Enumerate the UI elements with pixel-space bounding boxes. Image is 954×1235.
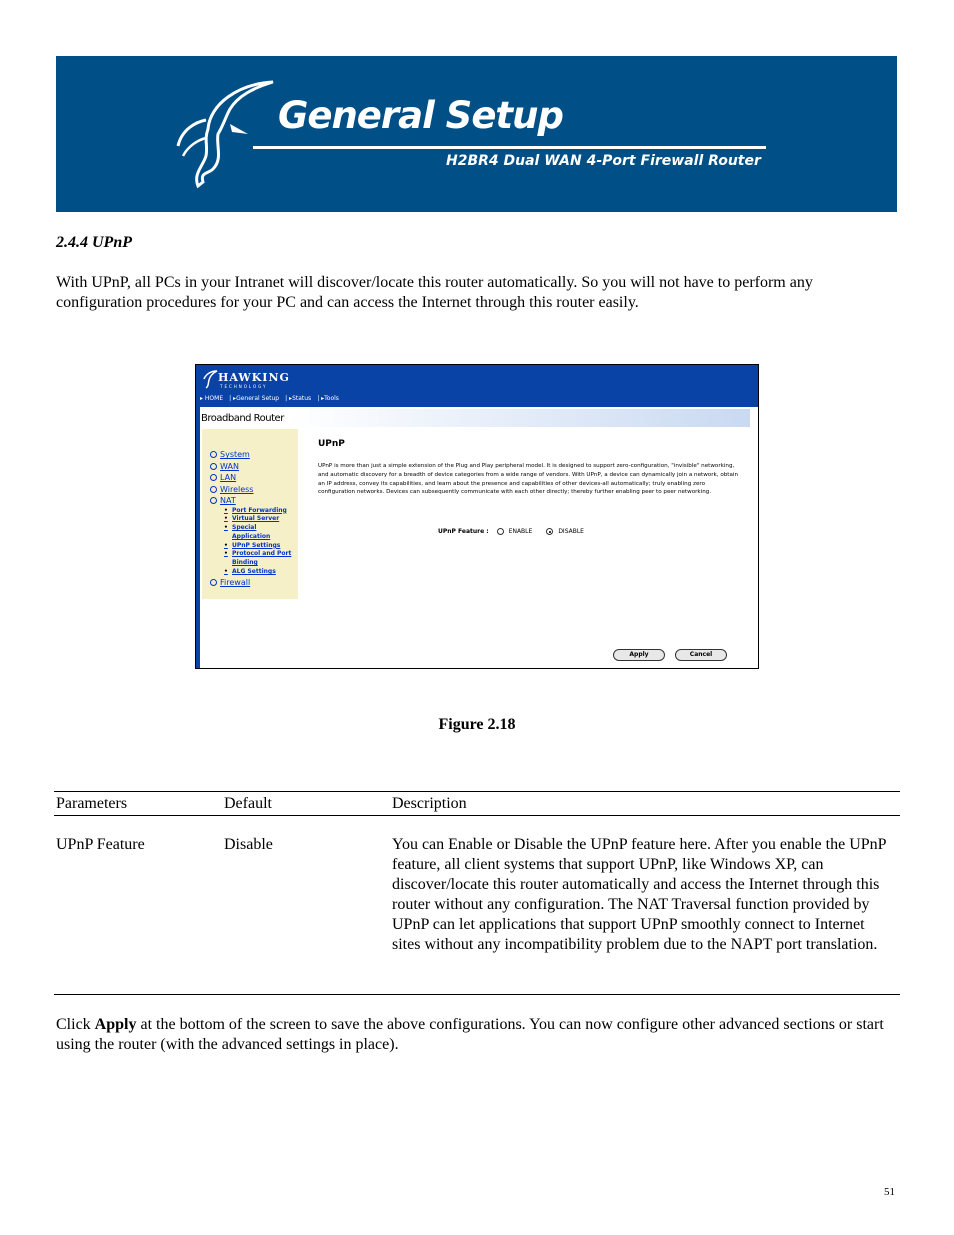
upnp-page-title: UPnP	[318, 439, 345, 449]
nav-home[interactable]: ▸ HOME	[200, 395, 224, 402]
row-description: You can Enable or Disable the UPnP feature here. After you enable the UPnP feature, all client systems that support UPnP, like Windows XP, can discover/locate this router automatically and access the Internet through this router without any configuration. The NAT Traversal function provided by UPnP can let applications that support UPnP smoothly connect to Internet sites without any incompatibility problem due to the NAPT port translation.	[392, 836, 886, 953]
table-bottom-rule	[54, 994, 900, 995]
submenu-special-application[interactable]: • Special	[224, 524, 257, 532]
outro-text-1: Click	[56, 1016, 95, 1033]
hawking-logo-sub: TECHNOLOGY	[220, 384, 268, 389]
upnp-feature-label: UPnP Feature :	[438, 528, 489, 535]
intro-paragraph: With UPnP, all PCs in your Intranet will discover/locate this router automatically. So you will not have to perform any configuration procedures for your PC and can access the Internet through this router easily.	[56, 274, 813, 311]
bullet-circle-icon	[210, 451, 217, 458]
menu-item-nat[interactable]: NAT	[210, 495, 291, 507]
bullet-circle-icon	[210, 497, 217, 504]
bullet-circle-icon	[210, 486, 217, 493]
outro-paragraph	[56, 1015, 898, 1055]
menu-item-wireless[interactable]: Wireless	[210, 484, 291, 496]
nav-status[interactable]: | ▸Status	[285, 395, 312, 402]
disable-radio[interactable]	[546, 528, 553, 535]
submenu-port-forwarding[interactable]: • Port Forwarding	[224, 506, 287, 514]
header-parameters: Parameters	[56, 795, 128, 812]
menu-item-system[interactable]: System	[210, 449, 291, 461]
nav-general-setup[interactable]: | ▸General Setup	[229, 395, 280, 402]
submenu-protocol-port-binding[interactable]: • Protocol and Port	[224, 550, 292, 558]
menu-item-lan[interactable]: LAN	[210, 472, 291, 484]
table-top-rule	[54, 791, 900, 792]
submenu-protocol-port-binding-cont[interactable]: Binding	[232, 559, 258, 567]
enable-radio[interactable]	[497, 528, 504, 535]
bullet-circle-icon	[210, 474, 217, 481]
upnp-feature-row	[438, 528, 584, 535]
section-heading: 2.4.4 UPnP	[56, 234, 132, 251]
banner-title: General Setup	[278, 94, 563, 137]
left-strip	[196, 407, 200, 668]
figure-caption: Figure 2.18	[438, 716, 516, 733]
outro-apply-bold: Apply	[94, 1016, 137, 1033]
page-number: 51	[884, 1186, 895, 1198]
outro-text-2: at the bottom of the screen to save the above configurations. You can now configure other advanced sections or start using the router (with the advanced settings in place).	[56, 1016, 884, 1053]
header-description: Description	[392, 795, 467, 812]
hawking-logo: HAWKING	[218, 371, 290, 384]
router-nav	[196, 395, 339, 407]
header-default: Default	[224, 795, 272, 812]
bullet-circle-icon	[210, 463, 217, 470]
nav-tools[interactable]: | ▸Tools	[317, 395, 339, 402]
product-title: Broadband Router	[201, 413, 284, 424]
upnp-description: UPnP is more than just a simple extension of the Plug and Play peripheral model. It is designed to support zero-configuration, "invisible" networking, and automatic discovery for a breadth of device categories from a wide range of vendors. With UPnP, a device can dynamically join a network, obtain an IP address, convey its capabilities, and learn about the presence and capabilities of other devices-all automatically; truly enabling zero configuration networks. Devices can subsequently communicate with each other directly; thereby further enabling peer to peer networking.	[318, 463, 739, 496]
submenu-upnp-settings[interactable]: • UPnP Settings	[224, 541, 281, 549]
title-band	[290, 409, 750, 427]
banner-subtitle: H2BR4 Dual WAN 4-Port Firewall Router	[446, 153, 761, 169]
bullet-circle-icon	[210, 579, 217, 586]
cancel-button[interactable]: Cancel	[675, 649, 727, 661]
submenu-special-application-cont[interactable]: Application	[232, 532, 271, 540]
router-screenshot	[195, 364, 759, 669]
row-parameter: UPnP Feature	[56, 836, 145, 853]
hawking-bird-icon	[200, 369, 218, 389]
enable-radio-label: ENABLE	[508, 528, 533, 535]
menu-item-wan[interactable]: WAN	[210, 461, 291, 473]
hawk-logo-icon	[168, 74, 278, 189]
submenu-virtual-server[interactable]: • Virtual Server	[224, 515, 280, 523]
nat-submenu	[210, 507, 291, 577]
banner-rule	[253, 146, 766, 149]
row-default: Disable	[224, 836, 273, 853]
side-menu	[210, 449, 291, 588]
header-banner	[56, 56, 897, 212]
apply-button[interactable]: Apply	[613, 649, 665, 661]
table-header-rule	[54, 815, 900, 816]
disable-radio-label: DISABLE	[558, 528, 584, 535]
menu-item-firewall[interactable]: Firewall	[210, 577, 291, 589]
submenu-alg-settings[interactable]: • ALG Settings	[224, 568, 276, 576]
